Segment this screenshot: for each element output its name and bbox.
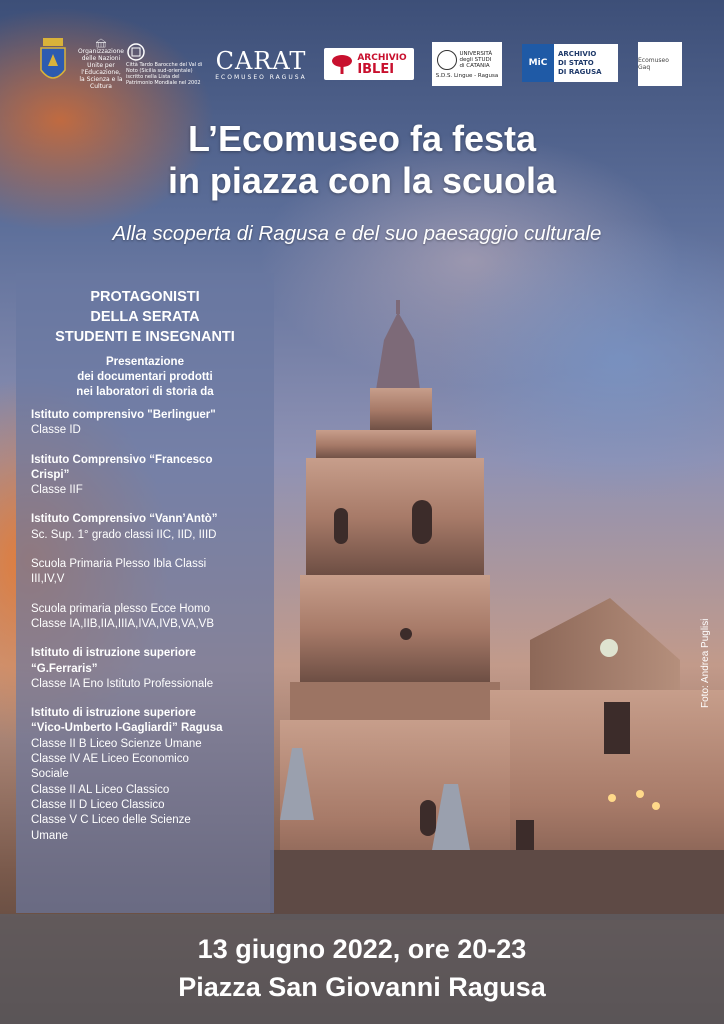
school-entry [31,646,268,692]
mic-label: MiC [528,58,548,68]
school-name: Istituto di istruzione superiore [31,647,196,660]
school-entry [31,557,268,588]
school-name: Crispi” [31,468,70,481]
mic-text-1: ARCHIVIO [558,49,597,58]
class-line: Scuola primaria plesso Ecce Homo [31,602,210,615]
carat-subtitle: ECOMUSEO RAGUSA [215,73,307,81]
carat-logo [212,42,310,86]
panel-heading [16,287,274,347]
photo-credit: Foto: Andrea Puglisi [700,618,711,708]
class-line: III,IV,V [31,573,65,586]
tree-icon [331,53,353,75]
class-line: Classe V C Liceo delle Scienze [31,814,191,827]
class-line: Classe ID [31,424,81,437]
mic-text-2: DI STATO [558,58,594,67]
mic-badge [522,44,554,82]
unict-department: S.D.S. Lingue - Ragusa [435,72,499,79]
event-band [0,914,724,1024]
panel-heading-line: STUDENTI E INSEGNANTI [55,329,235,345]
gaq-text: Ecomuseo Gaq [638,57,669,71]
archivio-stato-logo [522,44,618,82]
school-entry [31,706,268,844]
class-line: Umane [31,829,69,842]
unict-name: UNIVERSITÀ degli STUDI di CATANIA [459,50,493,69]
panel-heading-line: DELLA SERATA [90,309,200,325]
world-heritage-logo [126,38,206,90]
presentation-line: Presentazione [106,356,184,368]
page-title [0,118,724,202]
world-heritage-text: Città Tardo Barocche del Val di Noto (Sicilia sud-orientale) iscritto nella Lista del Patrimonio Mondiale nel 2002 [126,62,203,86]
class-line: Classe II B Liceo Scienze Umane [31,737,202,750]
school-entry [31,512,268,543]
school-entry [31,453,268,499]
class-line: Sociale [31,768,69,781]
city-crest-logo [38,36,68,92]
event-place: Piazza San Giovanni Ragusa [178,972,546,1002]
school-name: Istituto Comprensivo “Vann’Antò” [31,513,218,526]
logos-row [30,34,694,94]
school-entry [31,408,268,439]
class-line: Classe IA Eno Istituto Professionale [31,677,214,690]
class-line: Sc. Sup. 1° grado classi IIC, IID, IIID [31,528,217,541]
school-name: Istituto Comprensivo “Francesco [31,453,213,466]
class-line: Classe II AL Liceo Classico [31,783,170,796]
school-entry [31,602,268,633]
iblei-line1: ARCHIVIO [357,53,407,63]
iblei-line2: IBLEI [357,62,395,77]
presentation-line: dei documentari prodotti [77,371,213,383]
page-subtitle: Alla scoperta di Ragusa e del suo paesaggio culturale [112,222,602,245]
class-line: Classe IV AE Liceo Economico [31,753,189,766]
class-line: Classe IIF [31,484,83,497]
carat-word: CARAT [215,46,307,75]
protagonists-panel [16,273,274,913]
school-name: “Vico-Umberto I-Gagliardi” Ragusa [31,722,223,735]
title-line-2: in piazza con la scuola [167,160,557,201]
archivio-iblei-logo [324,48,414,80]
presentation-text [16,355,274,400]
unesco-text: Organizzazione delle Nazioni Unite per l'Educazione, la Scienza e la Cultura [78,48,124,90]
title-line-1: L’Ecomuseo fa festa [187,118,537,159]
school-name: Istituto comprensivo "Berlinguer" [31,409,216,421]
panel-heading-line: PROTAGONISTI [90,289,200,305]
mic-text-3: DI RAGUSA [558,67,602,76]
presentation-line: nei laboratori di storia da [76,386,214,398]
school-name: “G.Ferraris” [31,662,98,675]
class-line: Classe IA,IIB,IIA,IIIA,IVA,IVB,VA,VB [31,617,215,630]
school-list [16,408,274,844]
event-date: 13 giugno 2022, ore 20-23 [197,934,527,964]
school-name: Istituto di istruzione superiore [31,707,196,720]
unesco-logo [80,38,122,90]
ecomuseo-gaq-logo [638,42,682,86]
unict-seal-icon [437,50,457,70]
unict-logo [432,42,502,86]
class-line: Scuola Primaria Plesso Ibla Classi [31,558,207,571]
class-line: Classe II D Liceo Classico [31,798,165,811]
